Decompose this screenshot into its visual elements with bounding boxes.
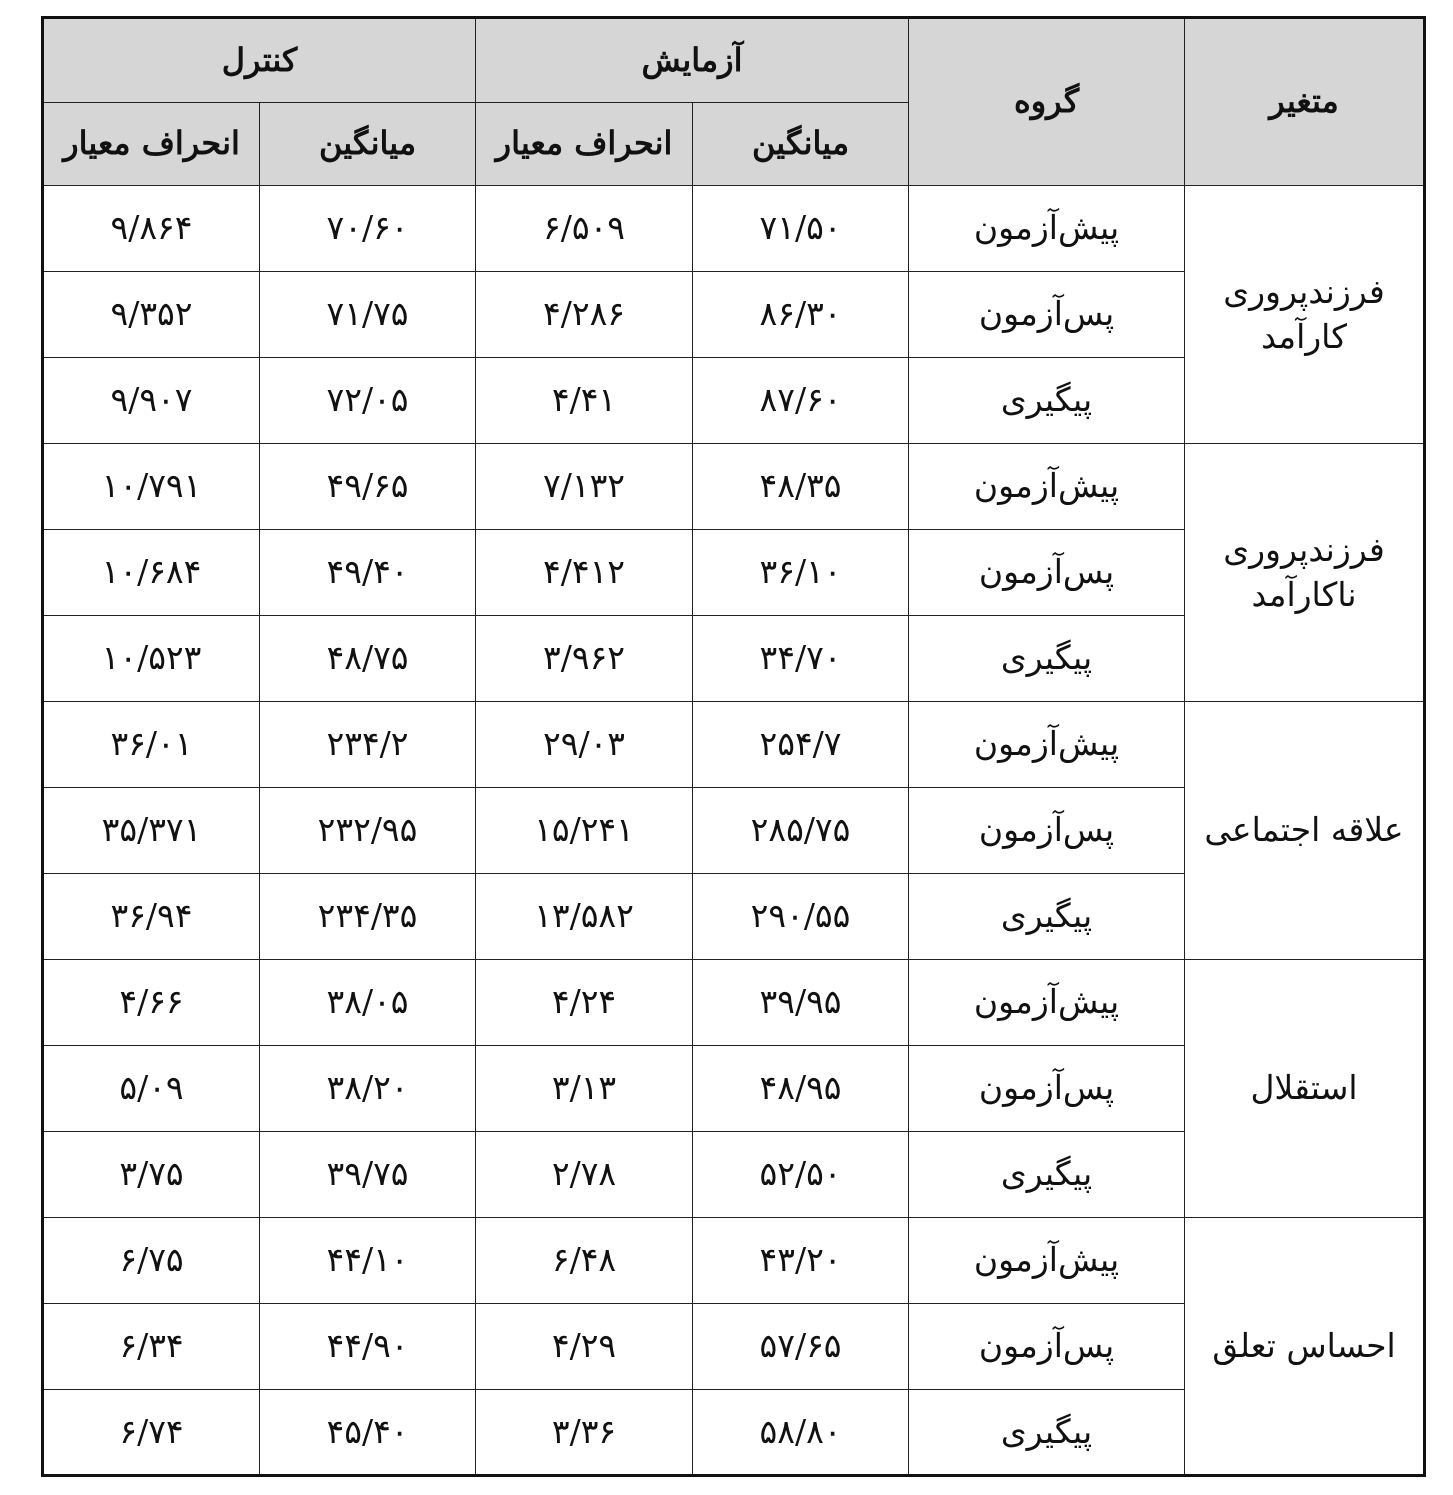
experiment-sd-cell: ۶/۵۰۹ xyxy=(476,186,693,272)
control-mean-cell: ۷۰/۶۰ xyxy=(260,186,476,272)
experiment-sd-cell: ۶/۴۸ xyxy=(476,1218,693,1304)
control-sd-cell: ۱۰/۷۹۱ xyxy=(43,444,260,530)
experiment-sd-cell: ۲/۷۸ xyxy=(476,1132,693,1218)
experiment-mean-cell: ۵۷/۶۵ xyxy=(693,1304,909,1390)
table-row xyxy=(43,444,1425,530)
group-cell: پیگیری xyxy=(909,358,1185,444)
control-sd-cell: ۹/۹۰۷ xyxy=(43,358,260,444)
control-sd-cell: ۶/۷۵ xyxy=(43,1218,260,1304)
experiment-mean-cell: ۲۹۰/۵۵ xyxy=(693,874,909,960)
experiment-sd-cell: ۳/۳۶ xyxy=(476,1390,693,1476)
control-mean-cell: ۷۱/۷۵ xyxy=(260,272,476,358)
control-sd-cell: ۱۰/۶۸۴ xyxy=(43,530,260,616)
experiment-sd-cell: ۳/۱۳ xyxy=(476,1046,693,1132)
group-cell: پیگیری xyxy=(909,1390,1185,1476)
experiment-sd-cell: ۳/۹۶۲ xyxy=(476,616,693,702)
group-cell: پس‌آزمون xyxy=(909,272,1185,358)
group-cell: پس‌آزمون xyxy=(909,1304,1185,1390)
control-sd-cell: ۳۵/۳۷۱ xyxy=(43,788,260,874)
control-sd-cell: ۳۶/۰۱ xyxy=(43,702,260,788)
group-cell: پیش‌آزمون xyxy=(909,444,1185,530)
experiment-mean-cell: ۴۸/۹۵ xyxy=(693,1046,909,1132)
variable-name-cell: فرزندپروری کارآمد xyxy=(1185,186,1425,444)
control-mean-cell: ۴۹/۴۰ xyxy=(260,530,476,616)
variable-name-cell: فرزندپروری ناکارآمد xyxy=(1185,444,1425,702)
experiment-mean-cell: ۴۳/۲۰ xyxy=(693,1218,909,1304)
control-mean-cell: ۷۲/۰۵ xyxy=(260,358,476,444)
control-sd-cell: ۹/۳۵۲ xyxy=(43,272,260,358)
variable-name-cell: احساس تعلق xyxy=(1185,1218,1425,1476)
experiment-mean-cell: ۸۷/۶۰ xyxy=(693,358,909,444)
header-control: کنترل xyxy=(43,18,476,103)
experiment-mean-cell: ۲۸۵/۷۵ xyxy=(693,788,909,874)
experiment-sd-cell: ۴/۲۸۶ xyxy=(476,272,693,358)
control-sd-cell: ۳/۷۵ xyxy=(43,1132,260,1218)
control-sd-cell: ۹/۸۶۴ xyxy=(43,186,260,272)
control-sd-cell: ۵/۰۹ xyxy=(43,1046,260,1132)
experiment-mean-cell: ۳۶/۱۰ xyxy=(693,530,909,616)
header-experiment: آزمایش xyxy=(476,18,909,103)
group-cell: پیگیری xyxy=(909,616,1185,702)
group-cell: پیگیری xyxy=(909,874,1185,960)
control-mean-cell: ۳۸/۰۵ xyxy=(260,960,476,1046)
control-sd-cell: ۳۶/۹۴ xyxy=(43,874,260,960)
group-cell: پیگیری xyxy=(909,1132,1185,1218)
experiment-sd-cell: ۴/۴۱ xyxy=(476,358,693,444)
table-body xyxy=(43,186,1425,1476)
variable-name-cell: استقلال xyxy=(1185,960,1425,1218)
group-cell: پیش‌آزمون xyxy=(909,186,1185,272)
experiment-mean-cell: ۲۵۴/۷ xyxy=(693,702,909,788)
group-cell: پس‌آزمون xyxy=(909,530,1185,616)
control-mean-cell: ۲۳۴/۳۵ xyxy=(260,874,476,960)
experiment-sd-cell: ۴/۲۴ xyxy=(476,960,693,1046)
table-row xyxy=(43,702,1425,788)
header-experiment-sd: انحراف معیار xyxy=(476,103,693,186)
group-cell: پس‌آزمون xyxy=(909,788,1185,874)
results-table xyxy=(41,16,1426,1477)
experiment-mean-cell: ۵۸/۸۰ xyxy=(693,1390,909,1476)
table-row xyxy=(43,1218,1425,1304)
experiment-mean-cell: ۵۲/۵۰ xyxy=(693,1132,909,1218)
experiment-mean-cell: ۸۶/۳۰ xyxy=(693,272,909,358)
experiment-sd-cell: ۴/۴۱۲ xyxy=(476,530,693,616)
control-sd-cell: ۱۰/۵۲۳ xyxy=(43,616,260,702)
control-mean-cell: ۴۵/۴۰ xyxy=(260,1390,476,1476)
table-row xyxy=(43,960,1425,1046)
experiment-mean-cell: ۴۸/۳۵ xyxy=(693,444,909,530)
control-mean-cell: ۴۴/۱۰ xyxy=(260,1218,476,1304)
variable-name-cell: علاقه اجتماعی xyxy=(1185,702,1425,960)
group-cell: پیش‌آزمون xyxy=(909,960,1185,1046)
experiment-mean-cell: ۳۹/۹۵ xyxy=(693,960,909,1046)
control-sd-cell: ۶/۷۴ xyxy=(43,1390,260,1476)
control-mean-cell: ۴۹/۶۵ xyxy=(260,444,476,530)
header-control-sd: انحراف معیار xyxy=(43,103,260,186)
header-variable: متغیر xyxy=(1185,18,1425,186)
experiment-mean-cell: ۷۱/۵۰ xyxy=(693,186,909,272)
group-cell: پس‌آزمون xyxy=(909,1046,1185,1132)
control-sd-cell: ۴/۶۶ xyxy=(43,960,260,1046)
header-experiment-mean: میانگین xyxy=(693,103,909,186)
control-mean-cell: ۳۹/۷۵ xyxy=(260,1132,476,1218)
experiment-sd-cell: ۷/۱۳۲ xyxy=(476,444,693,530)
experiment-sd-cell: ۲۹/۰۳ xyxy=(476,702,693,788)
header-control-mean: میانگین xyxy=(260,103,476,186)
control-mean-cell: ۴۴/۹۰ xyxy=(260,1304,476,1390)
experiment-sd-cell: ۱۵/۲۴۱ xyxy=(476,788,693,874)
table-header xyxy=(43,18,1425,186)
control-sd-cell: ۶/۳۴ xyxy=(43,1304,260,1390)
control-mean-cell: ۳۸/۲۰ xyxy=(260,1046,476,1132)
control-mean-cell: ۲۳۴/۲ xyxy=(260,702,476,788)
group-cell: پیش‌آزمون xyxy=(909,702,1185,788)
header-row-1 xyxy=(43,18,1425,103)
control-mean-cell: ۴۸/۷۵ xyxy=(260,616,476,702)
experiment-sd-cell: ۱۳/۵۸۲ xyxy=(476,874,693,960)
control-mean-cell: ۲۳۲/۹۵ xyxy=(260,788,476,874)
group-cell: پیش‌آزمون xyxy=(909,1218,1185,1304)
header-group: گروه xyxy=(909,18,1185,186)
experiment-mean-cell: ۳۴/۷۰ xyxy=(693,616,909,702)
experiment-sd-cell: ۴/۲۹ xyxy=(476,1304,693,1390)
table-row xyxy=(43,186,1425,272)
